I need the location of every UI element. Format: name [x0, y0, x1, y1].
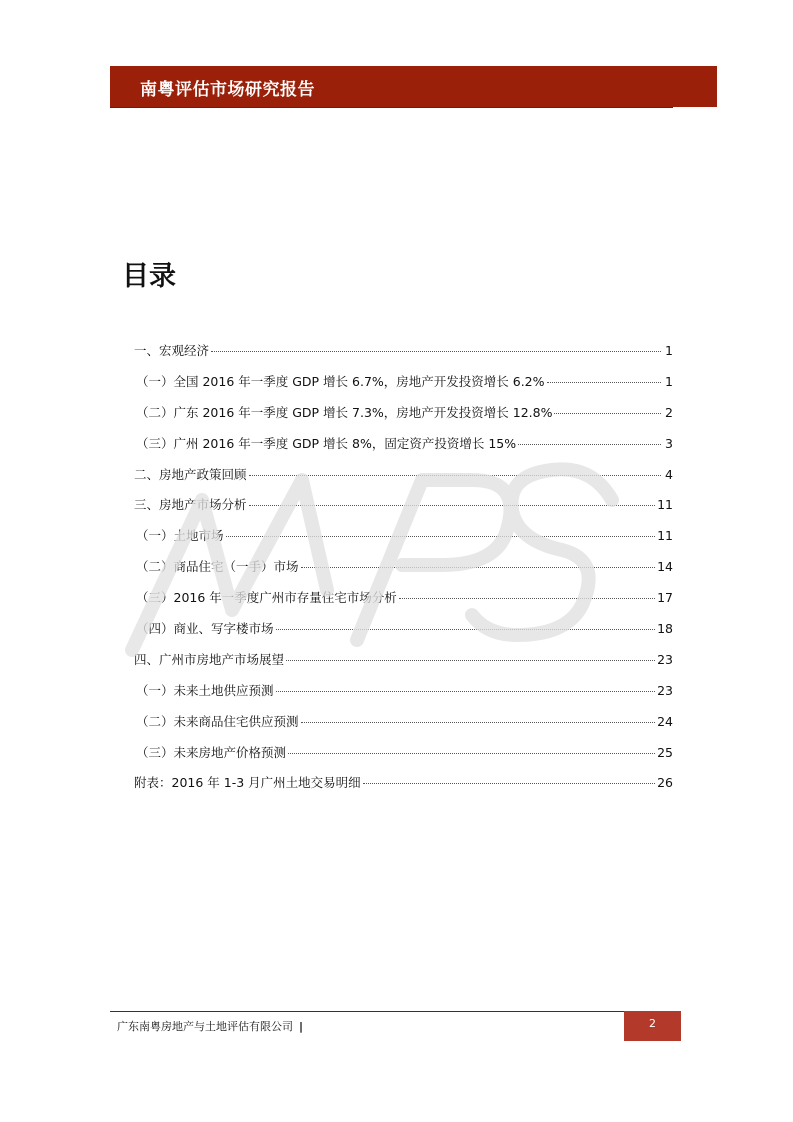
- toc-entry-text: 一、宏观经济: [134, 343, 210, 358]
- footer-separator: |: [299, 1020, 304, 1033]
- toc-entry-text: 四、广州市房地产市场展望: [134, 651, 285, 667]
- toc-entry[interactable]: [122, 434, 673, 465]
- toc-dot-leader: [286, 660, 655, 661]
- toc-entry-page: 24: [657, 713, 673, 729]
- toc-dot-leader: [518, 444, 661, 445]
- toc-entry[interactable]: [122, 526, 673, 557]
- toc-entry-text: 三、房地产市场分析: [134, 497, 247, 513]
- toc-entry-page: 11: [657, 497, 673, 513]
- toc-dot-leader: [301, 567, 656, 568]
- header-rule: [110, 107, 673, 108]
- toc-entry-text: （二）未来商品住宅供应预测: [136, 713, 299, 729]
- toc-entry-text: （二）商品住宅（一手）市场: [136, 559, 299, 575]
- toc-entry-text: （一）土地市场: [136, 528, 224, 544]
- toc-dot-leader: [249, 505, 656, 506]
- page-number: 2: [649, 1017, 656, 1030]
- toc-entry-page: 4: [665, 466, 673, 482]
- footer-rule: [110, 1011, 624, 1012]
- toc-entry[interactable]: [122, 743, 673, 774]
- toc-entry[interactable]: [122, 372, 673, 403]
- toc-entry-page: 1: [665, 373, 673, 389]
- toc-entry-page: 23: [657, 682, 673, 698]
- table-of-contents: [122, 341, 673, 804]
- toc-dot-leader: [288, 753, 655, 754]
- toc-entry[interactable]: [122, 681, 673, 712]
- report-title: 南粤评估市场研究报告: [140, 80, 315, 100]
- toc-entry-text: 二、房地产政策回顾: [134, 466, 247, 482]
- toc-entry-text: （三）广州 2016 年一季度 GDP 增长 8%，固定资产投资增长 15%: [136, 435, 517, 451]
- toc-dot-leader: [276, 629, 656, 630]
- footer-company-name: 广东南粤房地产与土地评估有限公司: [117, 1020, 293, 1033]
- toc-dot-leader: [211, 351, 661, 352]
- toc-dot-leader: [554, 413, 661, 414]
- toc-entry-page: 17: [657, 590, 673, 606]
- toc-dot-leader: [276, 691, 656, 692]
- toc-entry-page: 25: [657, 744, 673, 760]
- toc-entry-text: （四）商业、写字楼市场: [136, 621, 274, 637]
- toc-entry-page: 3: [665, 435, 673, 451]
- toc-dot-leader: [363, 783, 655, 784]
- toc-dot-leader: [249, 475, 661, 476]
- toc-entry-page: 11: [657, 528, 673, 544]
- toc-entry[interactable]: [122, 495, 673, 526]
- toc-entry[interactable]: [122, 650, 673, 681]
- toc-dot-leader: [547, 382, 661, 383]
- toc-entry[interactable]: [122, 341, 673, 372]
- toc-entry-text: 附表：2016 年 1-3 月广州土地交易明细: [134, 775, 361, 791]
- toc-dot-leader: [399, 598, 655, 599]
- toc-entry-page: 26: [657, 775, 673, 791]
- toc-entry-page: 2: [665, 404, 673, 420]
- toc-dot-leader: [301, 722, 656, 723]
- toc-title: 目录: [122, 261, 176, 292]
- header-band: [110, 66, 717, 107]
- toc-entry-text: （一）全国 2016 年一季度 GDP 增长 6.7%，房地产开发投资增长 6.2%: [136, 373, 545, 389]
- page-number-box: [624, 1011, 681, 1041]
- toc-entry[interactable]: [122, 588, 673, 619]
- toc-entry[interactable]: [122, 773, 673, 804]
- footer-company: [117, 1018, 303, 1034]
- toc-entry-page: 14: [657, 559, 673, 575]
- toc-entry-page: 1: [665, 343, 673, 358]
- toc-entry[interactable]: [122, 465, 673, 496]
- toc-entry-text: （三）2016 年一季度广州市存量住宅市场分析: [136, 590, 397, 606]
- toc-entry-text: （一）未来土地供应预测: [136, 682, 274, 698]
- toc-entry-text: （二）广东 2016 年一季度 GDP 增长 7.3%，房地产开发投资增长 12.8%: [136, 404, 553, 420]
- toc-entry[interactable]: [122, 557, 673, 588]
- toc-entry[interactable]: [122, 619, 673, 650]
- toc-entry-page: 18: [657, 621, 673, 637]
- toc-entry-page: 23: [657, 651, 673, 667]
- toc-entry[interactable]: [122, 712, 673, 743]
- toc-entry-text: （三）未来房地产价格预测: [136, 744, 287, 760]
- toc-entry[interactable]: [122, 403, 673, 434]
- toc-dot-leader: [226, 536, 656, 537]
